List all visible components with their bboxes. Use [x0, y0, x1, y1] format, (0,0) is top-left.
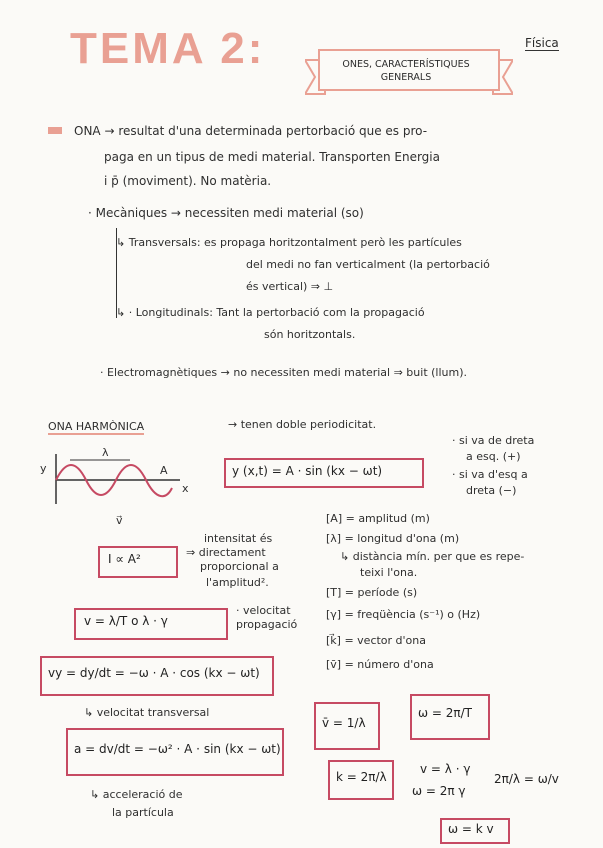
harmonica-periodicity: → tenen doble periodicitat.	[228, 418, 377, 431]
intensity-formula: I ∝ A²	[108, 552, 141, 566]
velocity-note-1: · velocitat	[236, 604, 291, 617]
direction-left-1: · si va d'esq a	[452, 468, 528, 481]
wavenumber-formula: v̄ = 1/λ	[322, 716, 366, 730]
def-wavelength: [λ] = longitud d'ona (m)	[326, 532, 460, 545]
bullet-marker	[48, 127, 62, 134]
intensity-note-1: intensitat és	[204, 532, 273, 545]
def-period: [T] = període (s)	[326, 586, 418, 599]
intensity-note-3: proporcional a	[200, 560, 279, 573]
graph-amplitude-label: A	[160, 464, 168, 477]
def-wavelength-note-1: ↳ distància mín. per que es repe-	[340, 550, 525, 563]
longitudinals-line-1: ↳ · Longitudinals: Tant la pertorbació com la propagació	[116, 306, 425, 319]
omega-ratio-relation: 2π/λ = ω/v	[494, 772, 559, 786]
graph-lambda-label: λ	[102, 446, 109, 459]
acceleration-note-2: la partícula	[112, 806, 174, 819]
def-wavenumber: [v̄] = número d'ona	[326, 658, 434, 671]
acceleration-note-1: ↳ acceleració de	[90, 788, 183, 801]
omega-kv-formula: ω = k v	[448, 822, 494, 836]
def-frequency: [γ] = freqüència (s⁻¹) o (Hz)	[326, 608, 481, 621]
direction-right-2: a esq. (+)	[466, 450, 521, 463]
subject-label: Física	[525, 36, 559, 50]
acceleration-formula: a = dv/dt = −ω² · A · sin (kx − ωt)	[74, 742, 281, 756]
intro-line-1: ONA → resultat d'una determinada pertorbació que es pro-	[74, 124, 428, 138]
omega-period-formula: ω = 2π/T	[418, 706, 472, 720]
page-title: TEMA 2:	[70, 24, 266, 73]
graph-velocity-label: v⃗	[116, 514, 123, 527]
longitudinals-line-2: són horitzontals.	[264, 328, 356, 341]
electromagnetiques-line: · Electromagnètiques → no necessiten medi material ⇒ buit (llum).	[100, 366, 468, 379]
transversals-line-3: és vertical) ⇒ ⊥	[246, 280, 334, 293]
def-wave-vector: [k⃗] = vector d'ona	[326, 634, 426, 647]
graph-y-label: y	[40, 462, 47, 475]
velocity-note-2: propagació	[236, 618, 298, 631]
velocity-formula: v = λ/T o λ · γ	[84, 614, 168, 628]
wave-graph	[40, 448, 190, 520]
harmonica-heading: ONA HARMÒNICA	[48, 420, 145, 433]
intro-line-3: i p̄ (moviment). No matèria.	[104, 174, 272, 188]
transversals-line-1: ↳ Transversals: es propaga horitzontalment però les partícules	[116, 236, 462, 249]
banner-line-1: ONES, CARACTERÍSTIQUES	[342, 59, 470, 70]
def-wavelength-note-2: teixi l'ona.	[360, 566, 418, 579]
velocity-relation: v = λ · γ	[420, 762, 471, 776]
intensity-note-4: l'amplitud².	[206, 576, 269, 589]
transverse-velocity-note: ↳ velocitat transversal	[84, 706, 210, 719]
graph-x-label: x	[182, 482, 189, 495]
intro-line-2: paga en un tipus de medi material. Transporten Energia	[104, 150, 440, 164]
omega-frequency-relation: ω = 2π γ	[412, 784, 466, 798]
def-amplitude: [A] = amplitud (m)	[326, 512, 430, 525]
transversals-line-2: del medi no fan verticalment (la pertorbació	[246, 258, 490, 271]
intensity-note-2: ⇒ directament	[186, 546, 266, 559]
k-formula: k = 2π/λ	[336, 770, 387, 784]
mecaniques-heading: · Mecàniques → necessiten medi material (so)	[88, 206, 364, 220]
direction-right-1: · si va de dreta	[452, 434, 535, 447]
direction-left-2: dreta (−)	[466, 484, 517, 497]
transverse-velocity-formula: vy = dy/dt = −ω · A · cos (kx − ωt)	[48, 666, 260, 680]
banner-line-2: GENERALS	[380, 72, 432, 83]
wave-equation: y (x,t) = A · sin (kx − ωt)	[232, 464, 383, 478]
